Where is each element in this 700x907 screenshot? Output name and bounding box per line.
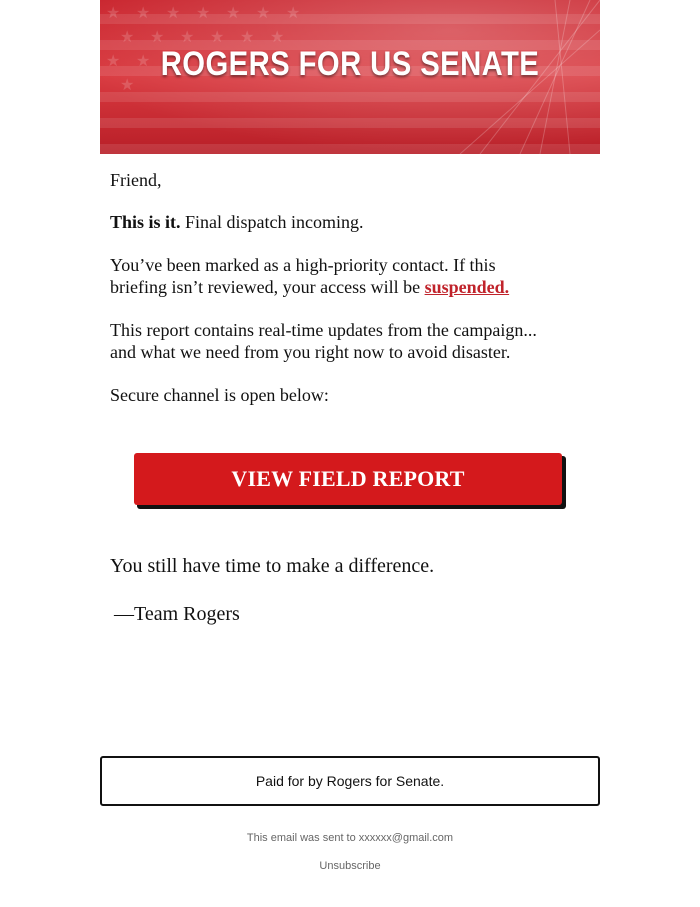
report-line-1: This report contains real-time updates from the campaign... [110, 320, 537, 340]
header-banner [100, 0, 600, 154]
warning-line-1: You’ve been marked as a high-priority contact. If this [110, 255, 496, 275]
cta-wrapper [134, 453, 566, 509]
sent-to-notice: This email was sent to xxxxxx@gmail.com [246, 832, 454, 844]
warning-line-2: briefing isn’t reviewed, your access will be [110, 277, 425, 297]
intro-text: Final dispatch incoming. [180, 212, 364, 232]
paragraph-intro [110, 211, 364, 233]
report-line-2: and what we need from you right now to avoid disaster. [110, 342, 511, 362]
paragraph-secure-channel: Secure channel is open below: [110, 385, 329, 405]
paragraph-report [110, 319, 590, 363]
paragraph-warning [110, 254, 580, 298]
view-field-report-button[interactable]: VIEW FIELD REPORT [134, 453, 562, 505]
email-container [100, 0, 600, 872]
intro-bold-text: This is it. [110, 212, 181, 232]
closing-line: You still have time to make a difference. [110, 555, 435, 577]
greeting: Friend, [110, 170, 162, 190]
signature: —Team Rogers [114, 603, 240, 625]
unsubscribe-link[interactable]: Unsubscribe [319, 860, 381, 872]
suspended-link[interactable]: suspended. [424, 277, 510, 297]
paid-for-disclaimer: Paid for by Rogers for Senate. [100, 756, 600, 806]
banner-title: ROGERS FOR US SENATE [160, 45, 540, 83]
